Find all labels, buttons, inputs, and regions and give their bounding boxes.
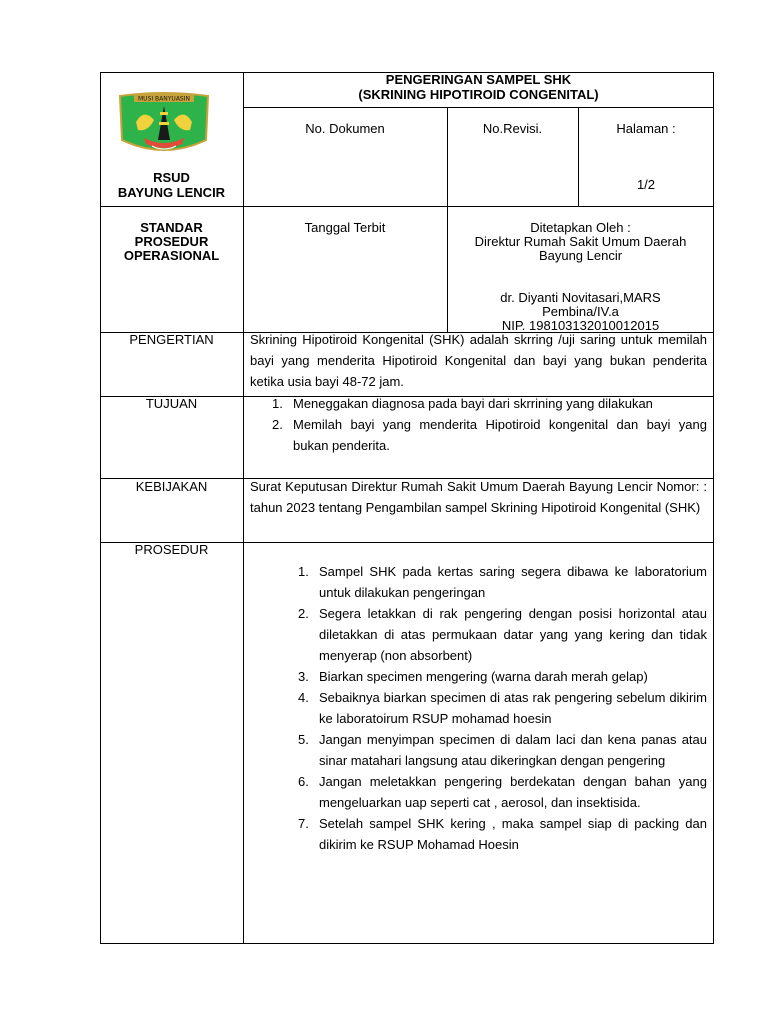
list-item (298, 813, 707, 855)
list-item-number: 1. (298, 564, 309, 579)
list-item-number: 2. (272, 417, 283, 432)
tujuan-label: TUJUAN (145, 396, 198, 411)
list-item-text: Meneggakan diagnosa pada bayi dari skrrining yang dilakukan (293, 396, 653, 411)
list-item (272, 414, 707, 456)
no-revisi-label: No.Revisi. (482, 121, 543, 136)
list-item (298, 771, 707, 813)
sop-label-line2: PROSEDUR (134, 234, 209, 249)
kebijakan-label: KEBIJAKAN (135, 479, 208, 494)
signer-nip: NIP. 198103132010012015 (501, 318, 660, 333)
list-item (298, 687, 707, 729)
list-item-number: 4. (298, 690, 309, 705)
document-title-line1: PENGERINGAN SAMPEL SHK (385, 72, 572, 87)
list-item-text: Jangan meletakkan pengering berdekatan dengan bahan yang mengeluarkan uap seperti cat , aerosol, dan insektisida. (319, 774, 707, 810)
list-item (272, 393, 707, 414)
kebijakan-text: Surat Keputusan Direktur Rumah Sakit Umum Daerah Bayung Lencir Nomor: : tahun 2023 tentang Pengambilan sampel Skrining Hipotiroid Kongenital (SHK) (250, 479, 707, 515)
list-item-number: 7. (298, 816, 309, 831)
tanggal-terbit-label: Tanggal Terbit (304, 220, 386, 235)
list-item-number: 5. (298, 732, 309, 747)
list-item (298, 561, 707, 603)
list-item-text: Biarkan specimen mengering (warna darah merah gelap) (319, 669, 648, 684)
divider-header-bottom (100, 206, 714, 207)
list-item (298, 603, 707, 666)
list-item-text: Memilah bayi yang menderita Hipotiroid kongenital dan bayi yang bukan penderita. (293, 417, 707, 453)
sop-label-line3: OPERASIONAL (123, 248, 220, 263)
list-item-text: Sebaiknya biarkan specimen di atas rak pengering sebelum dikirim ke laboratoirum RSUP mohamad hoesin (319, 690, 707, 726)
divider-label-column (243, 72, 244, 944)
list-item (298, 729, 707, 771)
list-item-text: Setelah sampel SHK kering , maka sampel siap di packing dan dikirim ke RSUP Mohamad Hoesin (319, 816, 707, 852)
ditetapkan-line2: Direktur Rumah Sakit Umum Daerah (474, 234, 687, 249)
pengertian-label: PENGERTIAN (129, 332, 214, 347)
tujuan-list (272, 393, 707, 456)
list-item-text: Jangan menyimpan specimen di dalam laci dan kena panas atau sinar matahari langsung atau dikeringkan dengan pengering (319, 732, 707, 768)
logo-banner-text: MUSI BANYUASIN (138, 95, 190, 103)
list-item-number: 6. (298, 774, 309, 789)
list-item (298, 666, 707, 687)
hospital-logo (114, 88, 214, 162)
list-item-text: Sampel SHK pada kertas saring segera dibawa ke laboratorium untuk dilakukan pengeringan (319, 564, 707, 600)
no-dokumen-label: No. Dokumen (305, 121, 385, 136)
list-item-text: Segera letakkan di rak pengering dengan posisi horizontal atau diletakkan di atas permukaan datar yang yang kering dan tidak menyerap (non absorbent) (319, 606, 707, 663)
prosedur-list (298, 561, 707, 855)
ditetapkan-line1: Ditetapkan Oleh : (530, 220, 631, 235)
signer-name: dr. Diyanti Novitasari,MARS (500, 290, 661, 305)
list-item-number: 1. (272, 396, 283, 411)
list-item-number: 3. (298, 669, 309, 684)
document-title-line2: (SKRINING HIPOTIROID CONGENITAL) (358, 87, 599, 102)
divider-title (243, 107, 714, 108)
ditetapkan-line3: Bayung Lencir (538, 248, 623, 263)
hospital-name-line2: BAYUNG LENCIR (117, 185, 226, 200)
list-item-number: 2. (298, 606, 309, 621)
halaman-label: Halaman : (616, 121, 676, 136)
signer-rank: Pembina/IV.a (542, 304, 619, 319)
hospital-name-line1: RSUD (153, 170, 190, 185)
prosedur-label: PROSEDUR (134, 542, 209, 557)
pengertian-text: Skrining Hipotiroid Kongenital (SHK) adalah skrring /uji saring untuk memilah bayi yang menderita Hipotiroid Kongenital dan bayi yang bukan penderita ketika usia bayi 48-72 jam. (250, 332, 707, 389)
halaman-value: 1/2 (636, 177, 656, 192)
sop-label-line1: STANDAR (140, 220, 203, 235)
